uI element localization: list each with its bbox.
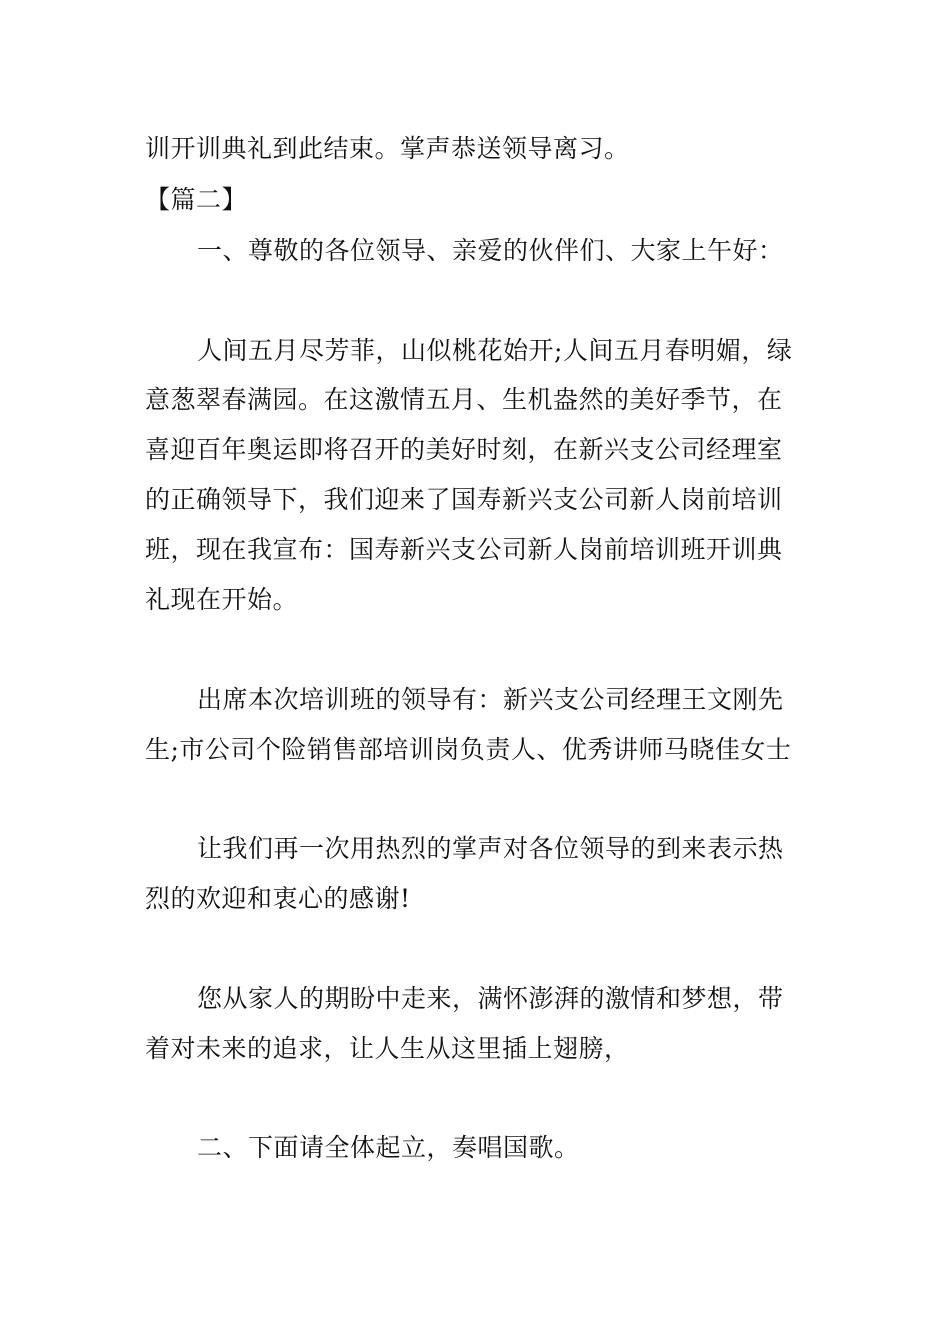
paragraph-line: 礼现在开始。 (145, 585, 299, 614)
paragraph-line: 喜迎百年奥运即将召开的美好时刻，在新兴支公司经理室 (145, 435, 783, 464)
paragraph-line: 二、下面请全体起立，奏唱国歌。 (197, 1133, 580, 1162)
paragraph-line: 您从家人的期盼中走来，满怀澎湃的激情和梦想，带 (197, 984, 784, 1013)
paragraph-line: 让我们再一次用热烈的掌声对各位领导的到来表示热 (197, 834, 784, 863)
paragraph-line: 的正确领导下，我们迎来了国寿新兴支公司新人岗前培训 (145, 485, 783, 514)
text-line-closing: 训开训典礼到此结束。掌声恭送领导离习。 (145, 134, 630, 163)
paragraph-line: 出席本次培训班的领导有：新兴支公司经理王文刚先 (197, 685, 784, 714)
paragraph-line: 人间五月尽芳菲，山似桃花始开;人间五月春明媚，绿 (197, 336, 793, 365)
paragraph-line: 烈的欢迎和衷心的感谢! (145, 884, 411, 913)
text-line-greeting: 一、尊敬的各位领导、亲爱的伙伴们、大家上午好： (197, 236, 784, 265)
section-heading: 【篇二】 (145, 185, 248, 214)
paragraph-line: 班，现在我宣布：国寿新兴支公司新人岗前培训班开训典 (145, 535, 783, 564)
paragraph-line: 生;市公司个险销售部培训岗负责人、优秀讲师马晓佳女士 (145, 735, 792, 764)
paragraph-line: 着对未来的追求，让人生从这里插上翅膀， (145, 1034, 630, 1063)
paragraph-line: 意葱翠春满园。在这激情五月、生机盎然的美好季节，在 (145, 385, 783, 414)
